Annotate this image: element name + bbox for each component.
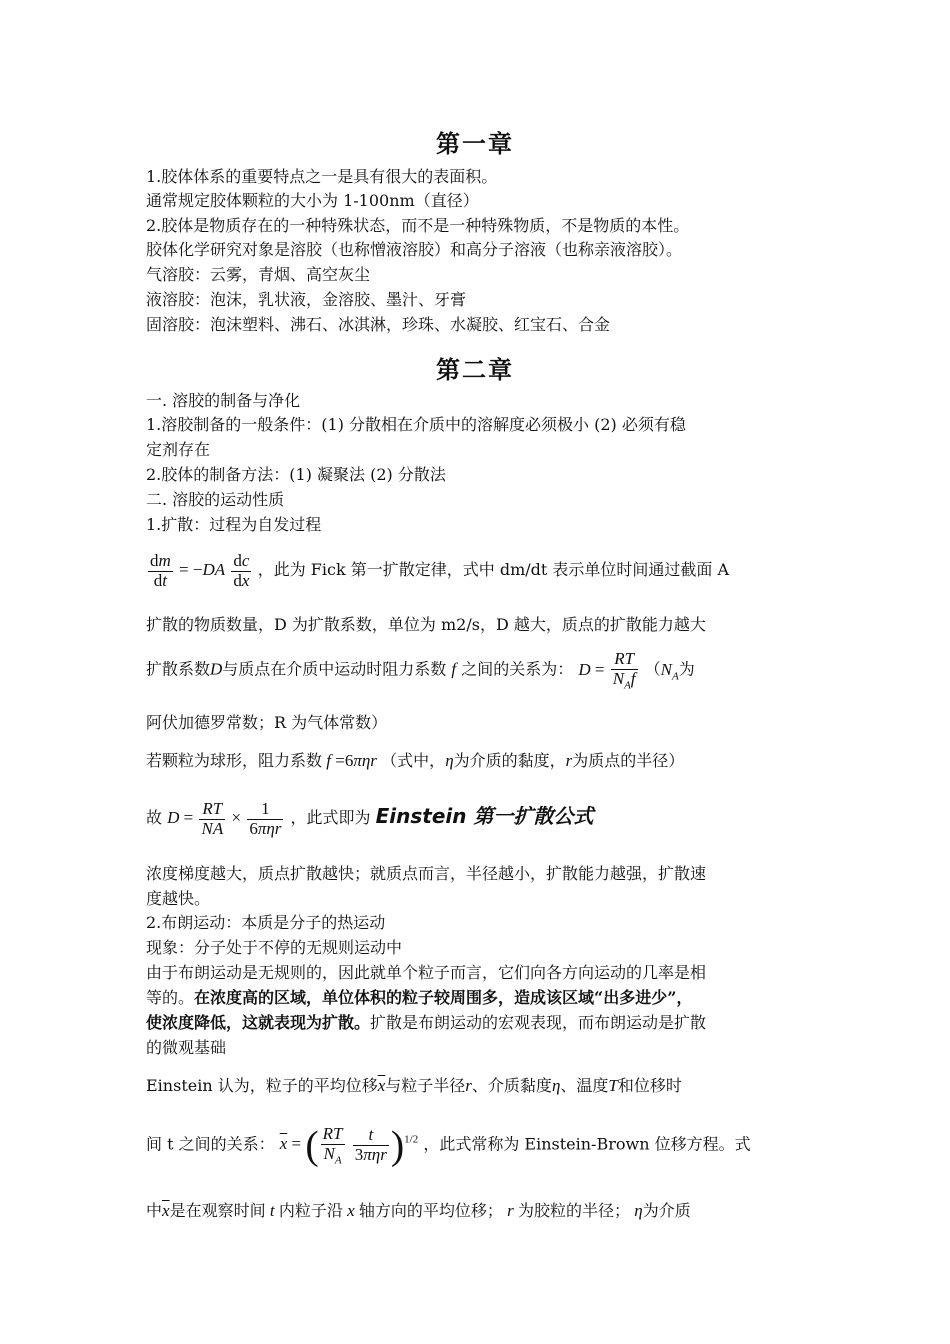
ch1-line: 液溶胶：泡沫，乳状液，金溶胶、墨汁、牙膏 <box>146 290 467 309</box>
fick-law-line <box>146 552 729 590</box>
conc-line: 度越快。 <box>146 889 211 908</box>
text: 为介质 <box>642 1201 691 1220</box>
text: 为介质的黏度， <box>453 751 566 770</box>
para-line <box>146 987 692 1009</box>
einstein-formula-line <box>146 800 593 838</box>
ch2-line: 二. 溶胶的运动性质 <box>146 490 285 509</box>
text: 故 <box>146 808 163 828</box>
text: 扩散是布朗运动的宏观表现，而布朗运动是扩散 <box>370 1013 707 1032</box>
ch2-line: 定剂存在 <box>146 440 211 459</box>
text: 之间的关系为： <box>461 659 574 679</box>
ch1-line: 通常规定胶体颗粒的大小为 1-100nm（直径） <box>146 191 479 210</box>
bold-text: 使浓度降低，这就表现为扩散。 <box>146 1013 371 1032</box>
einstein-formula: D = $\frac{RT}{NA}$ × $\frac{1}{\text{6πηr}}$ <box>167 799 282 838</box>
text: 等的。 <box>146 988 195 1007</box>
text: 、介质黏度 <box>471 1076 552 1095</box>
ch1-line: 1.胶体体系的重要特点之一是具有很大的表面积。 <box>146 167 498 186</box>
ch2-line: 2.胶体的制备方法：(1) 凝聚法 (2) 分散法 <box>146 465 446 484</box>
text: 与粒子半径 <box>385 1076 466 1095</box>
text: 和位移时 <box>617 1076 682 1095</box>
ch1-line: 气溶胶：云雾，青烟、高空灰尘 <box>146 265 371 284</box>
text: 与质点在介质中运动时阻力系数 <box>222 659 447 679</box>
text: 若颗粒为球形，阻力系数 <box>146 751 323 770</box>
fick-line-2: 扩散的物质数量，D 为扩散系数，单位为 m2/s，D 越大，质点的扩散能力越大 <box>146 615 706 634</box>
ch1-line: 胶体化学研究对象是溶胶（也称憎液溶胶）和高分子溶液（也称亲液溶胶）。 <box>146 240 683 259</box>
einstein-name: Einstein 第一扩散公式 <box>375 804 594 829</box>
ch2-line: 1.溶胶制备的一般条件：(1) 分散相在介质中的溶解度必须极小 (2) 必须有稳 <box>146 415 686 434</box>
avogadro-line: 阿伏加德罗常数；R 为气体常数） <box>146 713 388 732</box>
text: 中 <box>146 1201 163 1220</box>
text: 间 t 之间的关系： <box>146 1134 275 1154</box>
para-line: 的微观基础 <box>146 1038 227 1057</box>
conc-line: 浓度梯度越大，质点扩散越快；就质点而言，半径越小，扩散能力越强，扩散速 <box>146 864 707 883</box>
text: 为质点的半径） <box>572 751 685 770</box>
diffusion-relation-line: 扩散系数D与质点在介质中运动时阻力系数 f 之间的关系为： D = $\frac{RT}{N_Af}$ （$N_A$为 <box>146 649 695 692</box>
text: 轴方向的平均位移； <box>358 1201 503 1220</box>
text: Einstein 认为，粒子的平均位移 <box>146 1076 378 1095</box>
einstein-brown-line <box>146 1122 751 1169</box>
fick-law-text: ，此为 Fick 第一扩散定律，式中 dm/dt 表示单位时间通过截面 A <box>257 560 730 580</box>
para-line <box>146 1012 706 1034</box>
text: 、温度 <box>560 1076 609 1095</box>
text: 为 <box>678 659 695 679</box>
einstein-brown-formula: $\overline{x}$ = ( $\frac{RT}{N_A}$ $\frac{t}{\text{3πηr}}$ )$^{1/2}$ <box>279 1123 419 1168</box>
text: （式中， <box>381 751 446 770</box>
text: 为胶粒的半径； <box>518 1201 631 1220</box>
chapter-1-title: 第一章 <box>436 129 514 158</box>
bold-text: 在浓度高的区域，单位体积的粒子较周围多，造成该区域“出多进少”， <box>194 988 693 1007</box>
ch2-line: 1.扩散：过程为自发过程 <box>146 515 322 534</box>
text: 内粒子沿 <box>278 1201 343 1220</box>
text: 扩散系数 <box>146 659 211 679</box>
conc-line: 2.布朗运动：本质是分子的热运动 <box>146 913 386 932</box>
ch1-line: 固溶胶：泡沫塑料、沸石、冰淇淋，珍珠、水凝胶、红宝石、合金 <box>146 315 611 334</box>
text: 是在观察时间 <box>169 1201 266 1220</box>
text: ，此式常称为 Einstein-Brown 位移方程。式 <box>423 1134 751 1154</box>
fick-law-formula: $\frac{dm}{dt}$ = −DA $\frac{dc}{dx}$ <box>150 551 250 590</box>
chapter-2-title: 第二章 <box>436 355 514 384</box>
ch1-line: 2.胶体是物质存在的一种特殊状态，而不是一种特殊物质，不是物质的本性。 <box>146 216 690 235</box>
displacement-line: Einstein 认为，粒子的平均位移$\overline{x}$与粒子半径r、介质黏度η、温度T和位移时 <box>146 1076 682 1095</box>
text: ，此式即为 <box>290 808 371 828</box>
text: （ <box>644 659 661 679</box>
sphere-line: 若颗粒为球形，阻力系数 f =6πηr （式中，η为介质的黏度，r为质点的半径） <box>146 751 685 770</box>
ch2-line: 一. 溶胶的制备与净化 <box>146 391 301 410</box>
last-line: 中$\overline{x}$是在观察时间 t 内粒子沿 x 轴方向的平均位移； r 为胶粒的半径； η为介质 <box>146 1201 691 1220</box>
conc-line: 现象：分子处于不停的无规则运动中 <box>146 938 403 957</box>
conc-line: 由于布朗运动是无规则的，因此就单个粒子而言，它们向各方向运动的几率是相 <box>146 963 707 982</box>
